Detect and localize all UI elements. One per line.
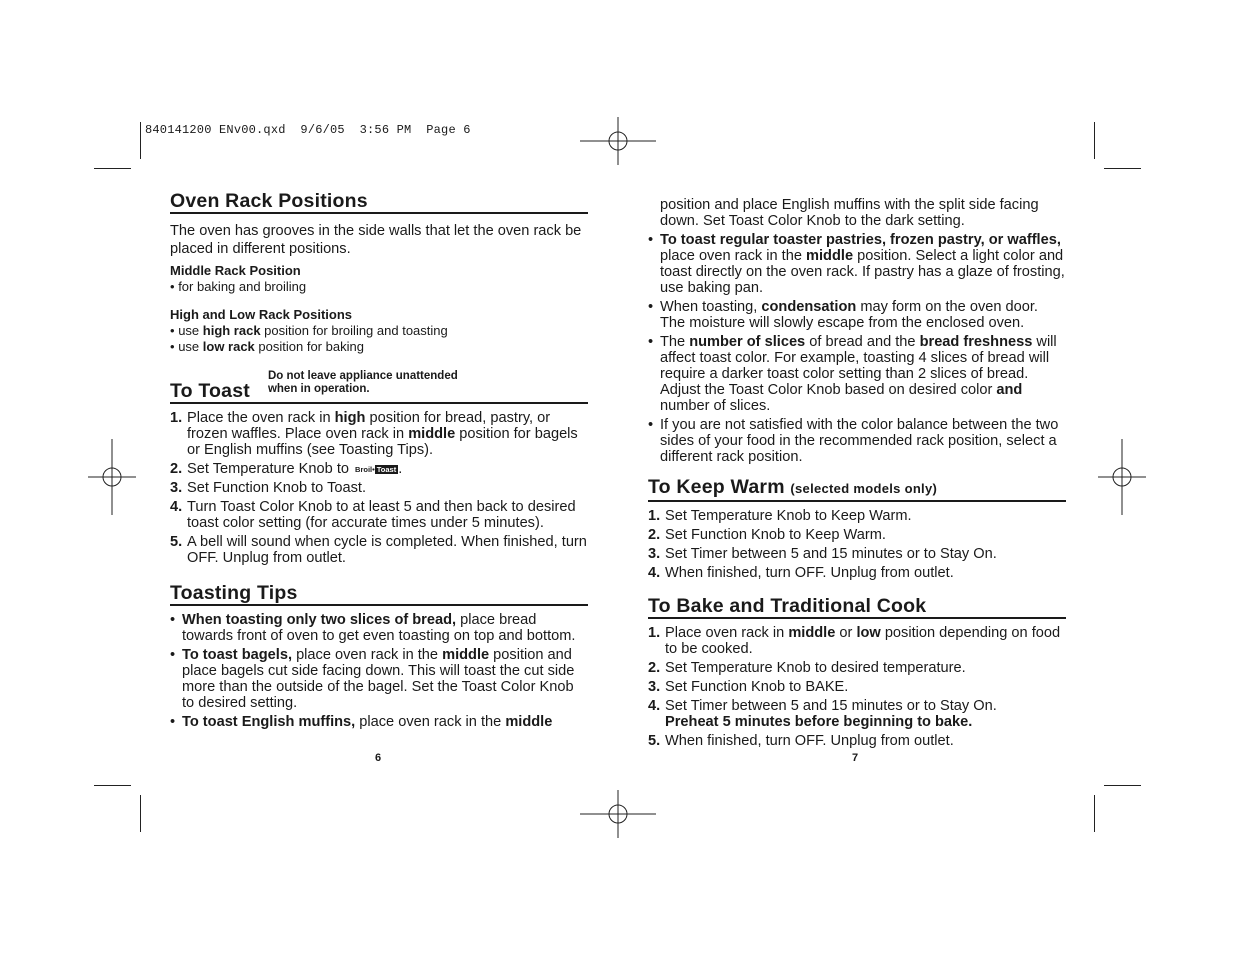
list-item: • When toasting only two slices of bread, place bread towards front of oven to get even toasting on top and bottom. [170,612,576,644]
list-item: • If you are not satisfied with the color balance between the two sides of your food in the recommended rack position, select a different rack position. [648,417,1059,465]
keep-warm-title: To Keep Warm (selected models only) [648,479,1066,502]
low-rack-bullet: • use low rack position for baking [170,339,364,354]
list-item: 4. When finished, turn OFF. Unplug from outlet. [648,565,954,581]
keep-warm-steps [648,508,1066,581]
crop-mark-br-h [1104,785,1141,786]
to-toast-header [170,370,588,404]
list-item: • To toast regular toaster pastries, frozen pastry, or waffles, place oven rack in the middle position. Select a light color and toast directly on the oven rack. If pastry has a glaze of frosting, use baking pan. [648,232,1065,296]
list-item: 3. Set Timer between 5 and 15 minutes or to Stay On. [648,546,997,562]
bake-title: To Bake and Traditional Cook [648,598,1066,619]
list-item: 5. When finished, turn OFF. Unplug from outlet. [648,733,954,749]
high-rack-bullet: • use high rack position for broiling and toasting [170,323,448,338]
registration-mark-right [1084,439,1160,515]
registration-mark-left [74,439,150,515]
list-item: 3. Set Function Knob to Toast. [170,480,367,496]
keep-warm-note: (selected models only) [790,481,938,496]
crop-mark-bl-h [94,785,131,786]
slug-line: 840141200 ENv00.qxd 9/6/05 3:56 PM Page 6 [145,123,471,137]
oven-rack-section [170,190,588,355]
to-toast-section [170,370,588,566]
to-toast-steps [170,410,588,566]
list-item: 5. A bell will sound when cycle is completed. When finished, turn OFF. Unplug from outlet. [170,534,587,566]
list-item: • When toasting, condensation may form on the oven door. The moisture will slowly escape from the enclosed oven. [648,299,1038,331]
toasting-tips-continued [648,197,1066,465]
list-item: 1. Place oven rack in middle or low position depending on food to be cooked. [648,625,1061,657]
crop-mark-bl-v [140,795,141,832]
list-item: 4. Turn Toast Color Knob to at least 5 and then back to desired toast color setting (for accurate times under 5 minutes). [170,499,576,531]
list-item: 1. Set Temperature Knob to Keep Warm. [648,508,912,524]
bake-steps [648,625,1066,749]
list-item: • To toast bagels, place oven rack in the middle position and place bagels cut side facing down. This will toast the cut side more than the outside of the bagel. Set the Toast Color Knob to desired setting. [170,647,575,711]
list-item: 1. Place the oven rack in high position for bread, pastry, or frozen waffles. Place oven rack in middle position for bagels or English muffins (see Toasting Tips). [170,410,578,458]
crop-mark-tr-h [1104,168,1141,169]
oven-rack-title: Oven Rack Positions [170,193,588,214]
broil-toast-icon: Broil• Toast [355,464,397,474]
crop-mark-tl-v [140,122,141,159]
safety-warning: Do not leave appliance unattended when in operation. [267,370,458,395]
keep-warm-section [648,476,1066,581]
left-page-column [170,190,588,730]
registration-mark-top [580,103,656,179]
to-toast-title: To Toast [170,380,250,402]
oven-rack-intro: The oven has grooves in the side walls that let the oven rack be placed in different positions. [170,223,582,257]
crop-mark-tr-v [1094,122,1095,159]
middle-rack-bullet: • for baking and broiling [170,279,307,294]
middle-rack-heading: Middle Rack Position [170,263,301,278]
right-page-column [648,197,1066,749]
list-item: 3. Set Function Knob to BAKE. [648,679,849,695]
list-item: • To toast English muffins, place oven rack in the middle [170,714,553,730]
list-item: 2. Set Temperature Knob to desired temperature. [648,660,966,676]
list-item: 2. Set Temperature Knob to Broil• Toast . [170,461,403,477]
page-number-left: 6 [375,752,382,764]
crop-mark-tl-h [94,168,131,169]
registration-mark-bottom [580,776,656,852]
list-item: • The number of slices of bread and the bread freshness will affect toast color. For example, toasting 4 slices of bread will require a darker toast color setting than 2 slices of bread. Adjust the Toast Color Knob based on desired color and number of slices. [648,334,1057,414]
high-low-rack-heading: High and Low Rack Positions [170,307,353,322]
list-item: position and place English muffins with the split side facing down. Set Toast Color Knob to the dark setting. [660,197,1039,229]
toasting-tips-title: Toasting Tips [170,585,588,606]
page-number-right: 7 [852,752,859,764]
crop-mark-br-v [1094,795,1095,832]
bake-section [648,595,1066,749]
list-item: 2. Set Function Knob to Keep Warm. [648,527,886,543]
toasting-tips-list [170,612,588,730]
toasting-tips-section [170,582,588,730]
list-item: 4. Set Timer between 5 and 15 minutes or to Stay On. Preheat 5 minutes before beginning to bake. [648,698,997,730]
